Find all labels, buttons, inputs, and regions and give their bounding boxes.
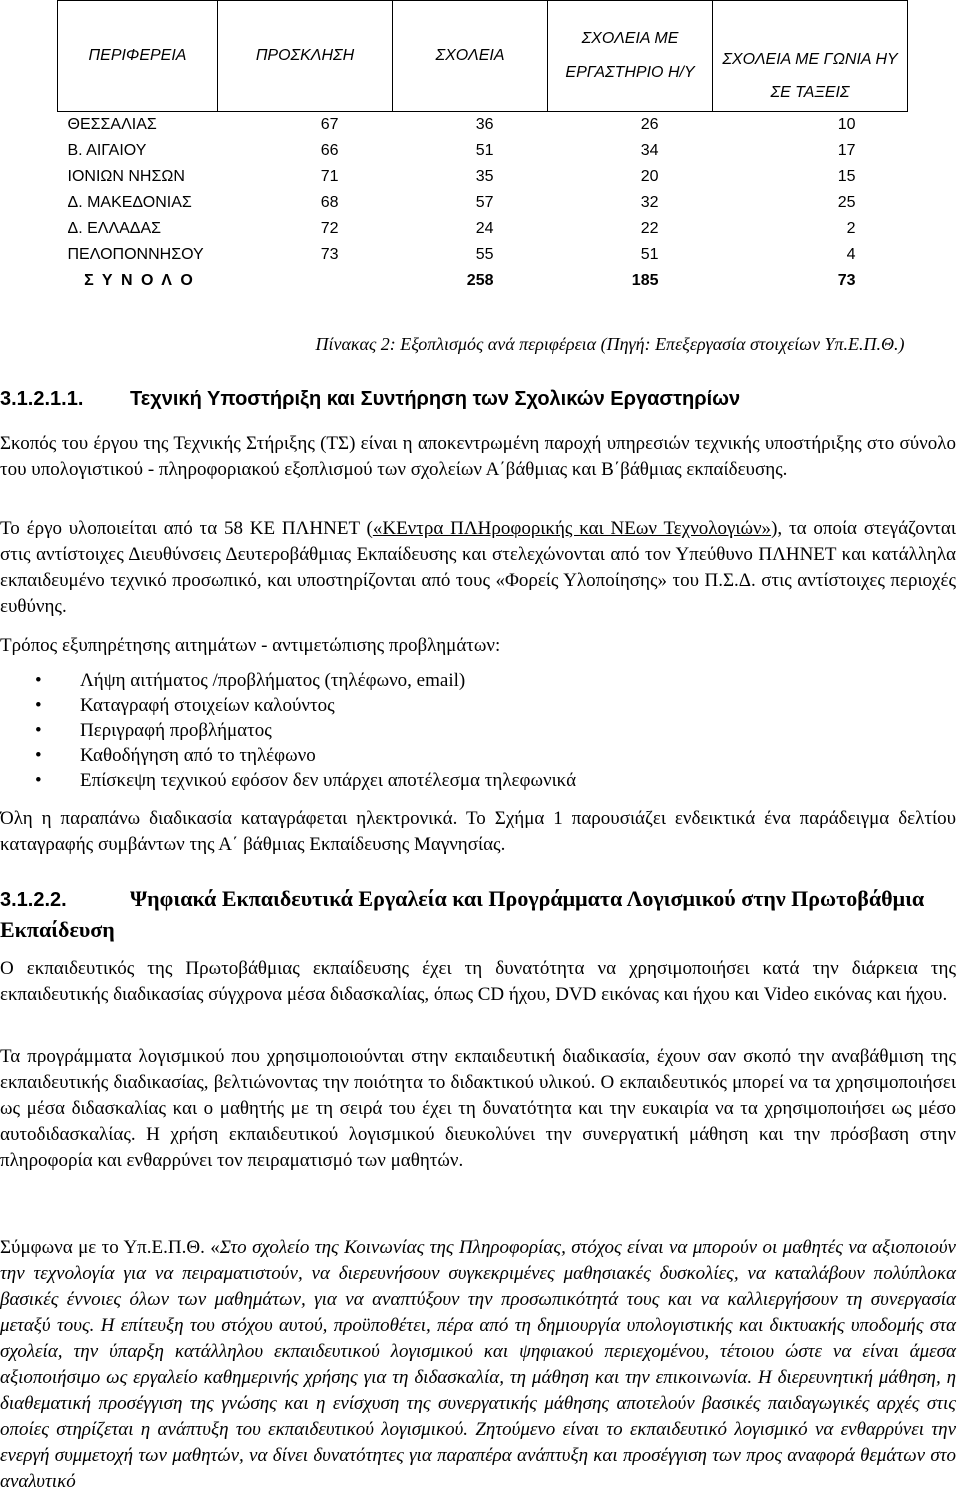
paragraph: Τα προγράμματα λογισμικού που χρησιμοποιούνται στην εκπαιδευτική διαδικασία, έχουν σαν σκοπό την αναβάθμιση της εκπαιδευτικής διαδικασίας, βελτιώνοντας την ποιότητα το διδακτικού υλικού. Ο εκπαιδευτικός μπορεί να τα χρησιμοποιήσει ως μέσα διδασκαλίας και ο μαθητής με τη σειρά του έχει τη δυνατότητα και την ευκαιρία να τα χρησιμοποιήσει ως μέσο αυτοδιδασκαλίας. Η χρήση εκπαιδευτικού λογισμικού διευκολύνει την συνεργατική μάθηση και την πρόσβαση στην πληροφορία και ενθαρρύνει τον πειραματισμό των μαθητών. <box>0 1046 956 1171</box>
section-heading <box>0 388 740 411</box>
section-title: Ψηφιακά Εκπαιδευτικά Εργαλεία και Προγράμματα Λογισμικού στην Πρωτοβάθμια Εκπαίδευση <box>0 886 925 942</box>
table-header-row <box>58 1 908 112</box>
value-cell: 35 <box>475 168 494 185</box>
bullet-icon: • <box>35 695 42 716</box>
value-cell: 51 <box>475 142 494 159</box>
region-cell: ΘΕΣΣΑΛΙΑΣ <box>67 116 157 133</box>
list-item <box>0 693 900 718</box>
value-cell: 32 <box>640 194 659 211</box>
value-cell: 22 <box>640 220 659 237</box>
table-row <box>58 112 908 139</box>
value-cell: 185 <box>631 272 659 289</box>
paragraph: Σκοπός του έργου της Τεχνικής Στήριξης (ΤΣ) είναι η αποκεντρωμένη παροχή υπηρεσιών τεχνικής υποστήριξης στο σύνολο του υπολογιστικού - πληροφοριακού εξοπλισμού των σχολείων Α΄βάθμιας και Β΄βάθμιας εκπαίδευσης. <box>0 433 956 480</box>
text-span: Το έργο υλοποιείται από τα 58 ΚΕ ΠΛΗΝΕΤ ( <box>0 518 373 539</box>
region-cell: Β. ΑΙΓΑΙΟΥ <box>67 142 147 159</box>
table-row <box>58 164 908 190</box>
list-item-text: Καταγραφή στοιχείων καλούντος <box>80 695 335 716</box>
bullet-icon: • <box>35 770 42 791</box>
header-region: ΠΕΡΙΦΕΡΕΙΑ <box>58 1 218 112</box>
table-caption: Πίνακας 2: Εξοπλισμός ανά περιφέρεια (Πηγή: Επεξεργασία στοιχείων Υπ.Ε.Π.Θ.) <box>315 334 905 354</box>
value-cell <box>218 268 393 294</box>
paragraph: Όλη η παραπάνω διαδικασία καταγράφεται ηλεκτρονικά. Το Σχήμα 1 παρουσιάζει ενδεικτικά ένα παράδειγμα δελτίου καταγραφής συμβάντων της Α΄ βάθμιας Εκπαίδευσης Μαγνησίας. <box>0 808 956 855</box>
value-cell: 67 <box>320 116 339 133</box>
paragraph <box>0 516 956 620</box>
value-cell: 25 <box>837 194 856 211</box>
equipment-table-wrapper <box>57 0 907 294</box>
paragraph: Ο εκπαιδευτικός της Πρωτοβάθμιας εκπαίδευσης έχει τη δυνατότητα να χρησιμοποιήσει κατά την διάρκεια της εκπαιδευτικής διαδικασίας σύγχρονα μέσα διδασκαλίας, όπως CD ήχου, DVD εικόνας και ήχου και Video εικόνας και ήχου. <box>0 958 956 1005</box>
bullet-icon: • <box>35 745 42 766</box>
value-cell: 55 <box>475 246 494 263</box>
value-cell: 73 <box>320 246 339 263</box>
equipment-table <box>57 0 908 294</box>
value-cell: 2 <box>846 220 856 237</box>
value-cell: 57 <box>475 194 494 211</box>
value-cell: 36 <box>475 116 494 133</box>
bullet-icon: • <box>35 670 42 691</box>
value-cell: 71 <box>320 168 339 185</box>
list-item <box>0 768 900 793</box>
value-cell: 72 <box>320 220 339 237</box>
value-cell: 10 <box>837 116 856 133</box>
list-item <box>0 718 900 743</box>
value-cell: 73 <box>837 272 856 289</box>
list-item-text: Περιγραφή προβλήματος <box>80 720 272 741</box>
value-cell: 20 <box>640 168 659 185</box>
region-cell: Δ. ΜΑΚΕΔΟΝΙΑΣ <box>67 194 192 211</box>
paragraph <box>0 1235 956 1495</box>
value-cell: 15 <box>837 168 856 185</box>
list-item-text: Λήψη αιτήματος /προβλήματος (τηλέφωνο, email) <box>80 670 466 691</box>
value-cell: 17 <box>837 142 856 159</box>
bullet-icon: • <box>35 720 42 741</box>
section-heading <box>0 884 956 945</box>
table-row <box>58 190 908 216</box>
region-cell: ΠΕΛΟΠΟΝΝΗΣΟΥ <box>67 246 204 263</box>
value-cell: 4 <box>846 246 856 263</box>
header-schools: ΣΧΟΛΕΙΑ <box>393 1 548 112</box>
list-item <box>0 668 900 693</box>
value-cell: 51 <box>640 246 659 263</box>
value-cell: 258 <box>466 272 494 289</box>
value-cell: 26 <box>640 116 659 133</box>
value-cell: 24 <box>475 220 494 237</box>
paragraph: Τρόπος εξυπηρέτησης αιτημάτων - αντιμετώπισης προβλημάτων: <box>0 635 501 656</box>
header-invitation: ΠΡΟΣΚΛΗΣΗ <box>218 1 393 112</box>
process-list <box>0 668 900 793</box>
section-title: Τεχνική Υποστήριξη και Συντήρηση των Σχολικών Εργαστηρίων <box>130 388 741 410</box>
value-cell: 66 <box>320 142 339 159</box>
value-cell: 34 <box>640 142 659 159</box>
list-item-text: Επίσκεψη τεχνικού εφόσον δεν υπάρχει αποτέλεσμα τηλεφωνικά <box>80 770 577 791</box>
region-cell: Σ Υ Ν Ο Λ Ο <box>84 272 195 289</box>
table-row <box>58 216 908 242</box>
text-span: ), τα οποία στεγάζονται στις αντίστοιχες Διευθύνσεις Δευτεροβάθμιας Εκπαίδευσης και στελεχώνονται από τον Υπεύθυνο ΠΛΗΝΕΤ και κατάλληλα εκπαιδευμένο τεχνικό προσωπικό, και υποστηρίζονται από τους «Φορείς Υλοποίησης» του Π.Σ.Δ. στις αντίστοιχες περιοχές ευθύνης. <box>0 518 956 617</box>
region-cell: Δ. ΕΛΛΑΔΑΣ <box>67 220 162 237</box>
text-span: Σύμφωνα με το Υπ.Ε.Π.Θ. « <box>0 1237 220 1258</box>
section-number: 3.1.2.1.1. <box>0 388 84 410</box>
table-row <box>58 138 908 164</box>
kplinet-link[interactable]: «ΚΕντρα ΠΛΗροφορικής και ΝΕων Τεχνολογιών» <box>372 518 772 539</box>
value-cell: 68 <box>320 194 339 211</box>
table-row <box>58 242 908 268</box>
list-item-text: Καθοδήγηση από το τηλέφωνο <box>80 745 316 766</box>
section-number: 3.1.2.2. <box>0 889 67 911</box>
list-item <box>0 743 900 768</box>
region-cell: ΙΟΝΙΩΝ ΝΗΣΩΝ <box>67 168 185 185</box>
header-schools-with-corner: ΣΧΟΛΕΙΑ ΜΕ ΓΩΝΙΑ ΗΥ ΣΕ ΤΑΞΕΙΣ <box>713 1 908 112</box>
table-total-row <box>58 268 908 294</box>
header-schools-with-lab: ΣΧΟΛΕΙΑ ΜΕ ΕΡΓΑΣΤΗΡΙΟ Η/Υ <box>548 1 713 112</box>
quote-text: Στο σχολείο της Κοινωνίας της Πληροφορίας, στόχος είναι να μπορούν οι μαθητές να αξιοποιούν την τεχνολογία για να πειραματιστούν, να διερευνήσουν συγκεκριμένες μαθησιακές δυσκολίες, να καταλάβουν πολύπλοκα βασικές έννοιες όλων των μαθημάτων, για να αναπτύξουν την προσωπικότητά τους και να καλλιεργήσουν τη συνεργασία μεταξύ τους. Η επίτευξη του στόχου αυτού, προϋποθέτει, πέρα από τη δημιουργία υπολογιστικής και δικτυακής υποδομής στα σχολεία, την ύπαρξη κατάλληλου εκπαιδευτικού λογισμικού και ψηφιακού περιεχομένου, τέτοιου ώστε να είναι άμεσα αξιοποιήσιμο ως εργαλείο καθημερινής χρήσης για τη διδασκαλία, τη μάθηση και την επικοινωνία. Η διερευνητική μάθηση, η διαθεματική προσέγγιση της γνώσης και η ενίσχυση της συνεργατικής μάθησης αποτελούν βασικές παιδαγωγικές αρχές στις οποίες στηρίζεται η ανάπτυξη του εκπαιδευτικού λογισμικού. Ζητούμενο είναι το εκπαιδευτικό λογισμικό να ενθαρρύνει την ενεργή συμμετοχή των μαθητών, να δίνει δυνατότητες για παραπέρα ανάπτυξη και προσέγγιση των προς αναφορά θεμάτων στο αναλυτικό <box>0 1237 956 1492</box>
